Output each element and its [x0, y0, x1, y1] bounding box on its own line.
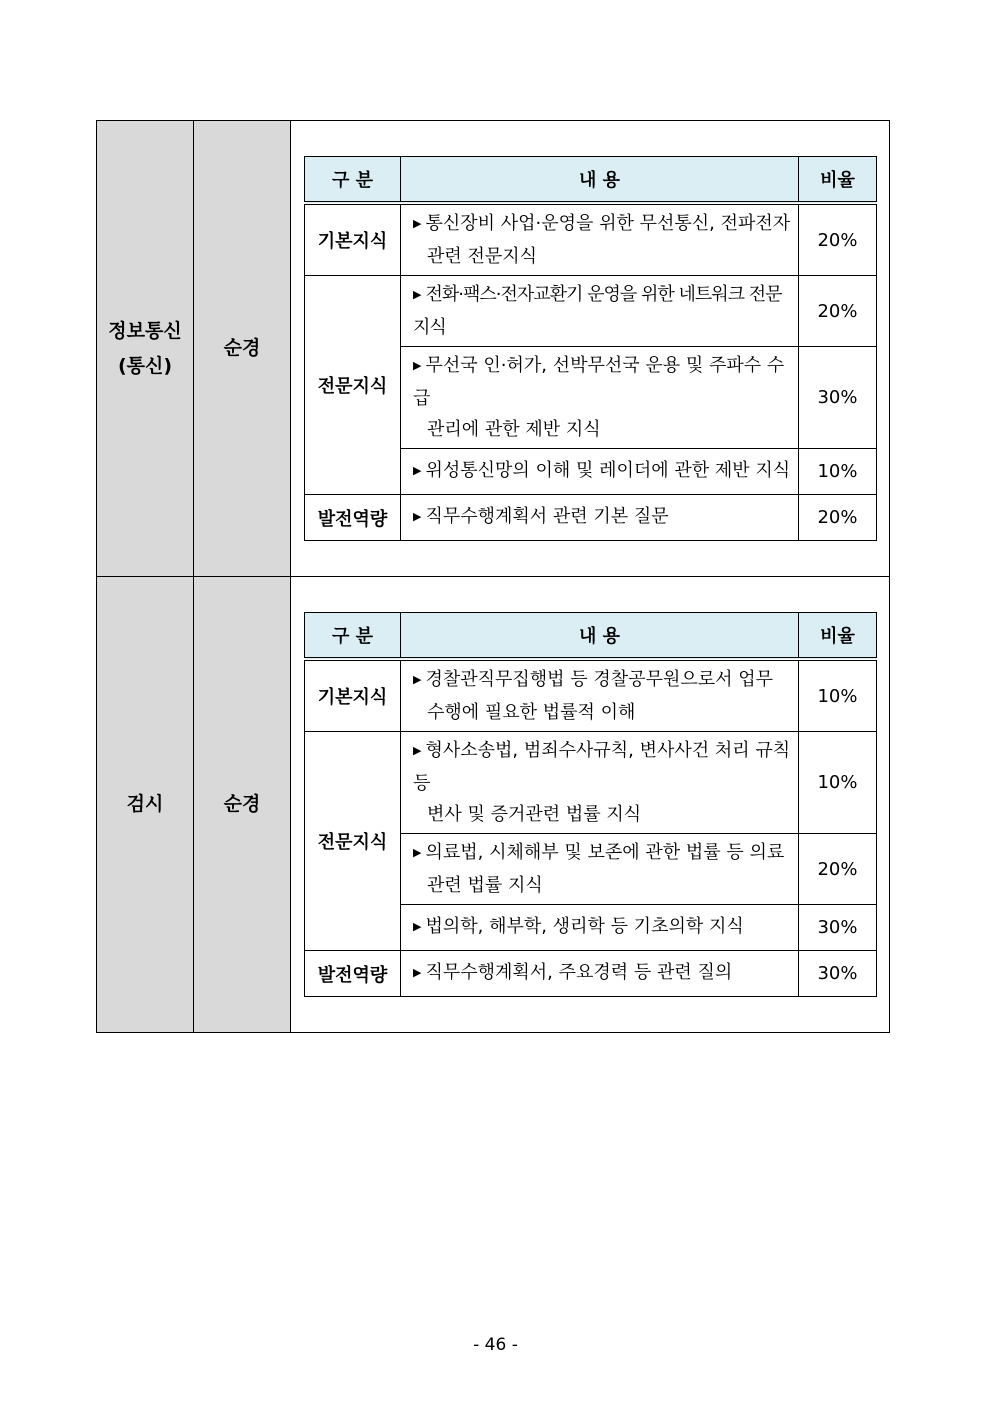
field-name: 정보통신 — [108, 320, 182, 343]
subject-table — [304, 612, 877, 997]
triangle-bullet-icon: ▶ — [413, 966, 422, 979]
table-row — [305, 732, 877, 834]
ratio-cell: 10% — [799, 659, 877, 732]
description-cell: ▶ 통신장비 사업·운영을 위한 무선통신, 전파전자 관련 전문지식 — [401, 203, 799, 276]
category-cell: 기본지식 — [305, 659, 401, 732]
section-row — [97, 577, 890, 1033]
description-cell: ▶ 법의학, 해부학, 생리학 등 기초의학 지식 — [401, 905, 799, 951]
field-name: 검시 — [126, 793, 164, 816]
category-cell: 전문지식 — [305, 732, 401, 951]
header-content: 내 용 — [401, 157, 799, 204]
header-row — [305, 613, 877, 660]
triangle-bullet-icon: ▶ — [413, 673, 422, 686]
description-cell: ▶ 직무수행계획서 관련 기본 질문 — [401, 495, 799, 541]
table-row — [305, 203, 877, 276]
description-cell: ▶ 전화·팩스·전자교환기 운영을 위한 네트워크 전문지식 — [401, 276, 799, 347]
description-cell: ▶ 직무수행계획서, 주요경력 등 관련 질의 — [401, 951, 799, 997]
field-cell — [97, 121, 194, 577]
header-ratio: 비율 — [799, 157, 877, 204]
ratio-cell: 10% — [799, 732, 877, 834]
category-cell: 발전역량 — [305, 495, 401, 541]
rank-cell: 순경 — [194, 121, 291, 577]
header-content: 내 용 — [401, 613, 799, 660]
triangle-bullet-icon: ▶ — [413, 846, 422, 859]
description-cell: ▶ 경찰관직무집행법 등 경찰공무원으로서 업무 수행에 필요한 법률적 이해 — [401, 659, 799, 732]
table-row — [305, 659, 877, 732]
field-cell — [97, 577, 194, 1033]
ratio-cell: 30% — [799, 905, 877, 951]
description-cell: ▶ 형사소송법, 범죄수사규칙, 변사사건 처리 규칙 등 변사 및 증거관련 법률 지식 — [401, 732, 799, 834]
ratio-cell: 30% — [799, 951, 877, 997]
triangle-bullet-icon: ▶ — [413, 288, 422, 301]
ratio-cell: 20% — [799, 834, 877, 905]
description-cell: ▶ 위성통신망의 이해 및 레이더에 관한 제반 지식 — [401, 449, 799, 495]
table-row — [305, 951, 877, 997]
description-cell: ▶ 무선국 인·허가, 선박무선국 운용 및 주파수 수급 관리에 관한 제반 지식 — [401, 347, 799, 449]
table-row — [305, 276, 877, 347]
header-gubun: 구 분 — [305, 613, 401, 660]
page-number: - 46 - — [473, 1335, 518, 1355]
triangle-bullet-icon: ▶ — [413, 464, 422, 477]
section-row — [97, 121, 890, 577]
ratio-cell: 30% — [799, 347, 877, 449]
content-cell — [291, 577, 890, 1033]
triangle-bullet-icon: ▶ — [413, 920, 422, 933]
triangle-bullet-icon: ▶ — [413, 510, 422, 523]
field-subname: (통신) — [117, 354, 173, 377]
header-ratio: 비율 — [799, 613, 877, 660]
triangle-bullet-icon: ▶ — [413, 359, 422, 372]
triangle-bullet-icon: ▶ — [413, 744, 422, 757]
category-cell: 기본지식 — [305, 203, 401, 276]
subject-table — [304, 156, 877, 541]
ratio-cell: 20% — [799, 495, 877, 541]
ratio-cell: 20% — [799, 203, 877, 276]
triangle-bullet-icon: ▶ — [413, 217, 422, 230]
content-cell — [291, 121, 890, 577]
category-cell: 발전역량 — [305, 951, 401, 997]
ratio-cell: 20% — [799, 276, 877, 347]
ratio-cell: 10% — [799, 449, 877, 495]
header-gubun: 구 분 — [305, 157, 401, 204]
table-row — [305, 495, 877, 541]
exam-table — [96, 120, 890, 1033]
rank-cell: 순경 — [194, 577, 291, 1033]
header-row — [305, 157, 877, 204]
category-cell: 전문지식 — [305, 276, 401, 495]
description-cell: ▶ 의료법, 시체해부 및 보존에 관한 법률 등 의료 관련 법률 지식 — [401, 834, 799, 905]
